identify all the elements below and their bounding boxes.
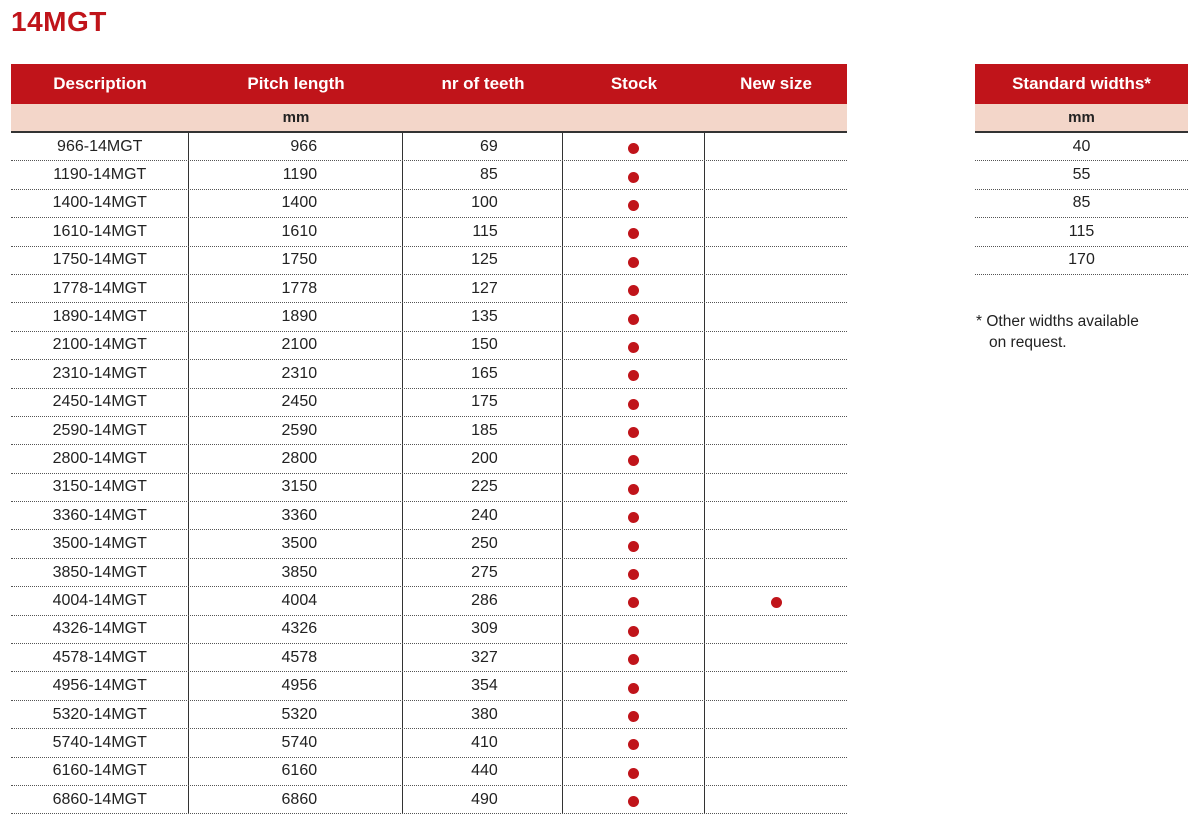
- widths-units-row: [975, 104, 1188, 133]
- cell-new-size: [704, 332, 847, 359]
- stock-dot-icon: [628, 484, 639, 495]
- cell-nr-of-teeth: 100: [402, 190, 562, 217]
- stock-dot-icon: [628, 768, 639, 779]
- cell-pitch-length: 1400: [188, 190, 402, 217]
- cell-description: 4326-14MGT: [52, 620, 147, 638]
- cell-new-size: [704, 275, 847, 302]
- cell-description: 1778-14MGT: [52, 279, 147, 297]
- cell-stock: [562, 587, 705, 614]
- cell-stock: [562, 303, 705, 330]
- cell-description: 966-14MGT: [57, 137, 143, 155]
- cell-description: 4004-14MGT: [52, 591, 147, 609]
- belt-sizes-table: [11, 64, 847, 814]
- cell-nr-of-teeth: 69: [402, 133, 562, 160]
- cell-description: 2450-14MGT: [52, 393, 147, 411]
- stock-dot-icon: [628, 228, 639, 239]
- cell-new-size: [704, 445, 847, 472]
- cell-nr-of-teeth: 490: [402, 786, 562, 813]
- cell-stock: [562, 502, 705, 529]
- cell-new-size: [704, 672, 847, 699]
- cell-pitch-length: 1750: [188, 247, 402, 274]
- stock-dot-icon: [628, 569, 639, 580]
- cell-pitch-length: 1890: [188, 303, 402, 330]
- stock-dot-icon: [628, 455, 639, 466]
- cell-pitch-length: 1610: [188, 218, 402, 245]
- table-row: [11, 190, 847, 218]
- cell-pitch-length: 5320: [188, 701, 402, 728]
- cell-nr-of-teeth: 150: [402, 332, 562, 359]
- table-row: [11, 729, 847, 757]
- stock-dot-icon: [628, 143, 639, 154]
- table-row: [11, 616, 847, 644]
- cell-pitch-length: 3360: [188, 502, 402, 529]
- stock-dot-icon: [628, 541, 639, 552]
- cell-new-size: [704, 161, 847, 188]
- cell-new-size: [704, 133, 847, 160]
- stock-dot-icon: [628, 796, 639, 807]
- cell-pitch-length: 2100: [188, 332, 402, 359]
- stock-dot-icon: [628, 200, 639, 211]
- header-pitch-length: Pitch length: [247, 74, 345, 93]
- widths-row: [975, 247, 1188, 275]
- cell-stock: [562, 644, 705, 671]
- table-row: [11, 133, 847, 161]
- widths-body: [975, 133, 1188, 275]
- widths-row: [975, 161, 1188, 189]
- cell-new-size: [704, 502, 847, 529]
- cell-new-size: [704, 190, 847, 217]
- cell-nr-of-teeth: 275: [402, 559, 562, 586]
- cell-nr-of-teeth: 175: [402, 389, 562, 416]
- table-row: [11, 644, 847, 672]
- cell-nr-of-teeth: 165: [402, 360, 562, 387]
- cell-nr-of-teeth: 380: [402, 701, 562, 728]
- cell-nr-of-teeth: 225: [402, 474, 562, 501]
- cell-nr-of-teeth: 185: [402, 417, 562, 444]
- cell-new-size: [704, 360, 847, 387]
- unit-width: mm: [1068, 109, 1095, 126]
- cell-description: 5320-14MGT: [52, 705, 147, 723]
- cell-stock: [562, 389, 705, 416]
- cell-nr-of-teeth: 327: [402, 644, 562, 671]
- cell-pitch-length: 966: [188, 133, 402, 160]
- cell-stock: [562, 218, 705, 245]
- cell-nr-of-teeth: 286: [402, 587, 562, 614]
- stock-dot-icon: [628, 399, 639, 410]
- cell-width: 55: [1072, 166, 1091, 184]
- unit-pitch-length: mm: [282, 109, 310, 126]
- table-row: [11, 303, 847, 331]
- table-row: [11, 332, 847, 360]
- cell-stock: [562, 672, 705, 699]
- cell-nr-of-teeth: 250: [402, 530, 562, 557]
- cell-stock: [562, 729, 705, 756]
- table-row: [11, 701, 847, 729]
- cell-description: 1610-14MGT: [52, 222, 147, 240]
- cell-pitch-length: 2590: [188, 417, 402, 444]
- cell-new-size: [704, 389, 847, 416]
- stock-dot-icon: [628, 370, 639, 381]
- cell-width: 115: [1068, 222, 1095, 240]
- table-row: [11, 587, 847, 615]
- stock-dot-icon: [628, 739, 639, 750]
- cell-pitch-length: 4956: [188, 672, 402, 699]
- cell-description: 6860-14MGT: [52, 790, 147, 808]
- cell-description: 4956-14MGT: [52, 677, 147, 695]
- cell-nr-of-teeth: 85: [402, 161, 562, 188]
- table-row: [11, 161, 847, 189]
- cell-stock: [562, 474, 705, 501]
- table-row: [11, 417, 847, 445]
- cell-nr-of-teeth: 135: [402, 303, 562, 330]
- cell-new-size: [704, 587, 847, 614]
- cell-description: 1750-14MGT: [52, 251, 147, 269]
- cell-description: 5740-14MGT: [52, 733, 147, 751]
- cell-pitch-length: 2450: [188, 389, 402, 416]
- cell-stock: [562, 360, 705, 387]
- cell-nr-of-teeth: 127: [402, 275, 562, 302]
- cell-pitch-length: 2800: [188, 445, 402, 472]
- cell-nr-of-teeth: 200: [402, 445, 562, 472]
- cell-new-size: [704, 644, 847, 671]
- table-units-row: [11, 104, 847, 133]
- cell-new-size: [704, 729, 847, 756]
- cell-stock: [562, 332, 705, 359]
- table-row: [11, 360, 847, 388]
- table-row: [11, 559, 847, 587]
- table-row: [11, 530, 847, 558]
- footnote-line-2: on request.: [989, 334, 1067, 351]
- cell-new-size: [704, 530, 847, 557]
- stock-dot-icon: [628, 172, 639, 183]
- cell-new-size: [704, 474, 847, 501]
- header-description: Description: [53, 74, 147, 93]
- stock-dot-icon: [628, 626, 639, 637]
- cell-description: 3360-14MGT: [52, 506, 147, 524]
- table-row: [11, 218, 847, 246]
- stock-dot-icon: [628, 711, 639, 722]
- cell-pitch-length: 6860: [188, 786, 402, 813]
- cell-stock: [562, 161, 705, 188]
- cell-new-size: [704, 559, 847, 586]
- cell-new-size: [704, 417, 847, 444]
- cell-description: 4578-14MGT: [52, 648, 147, 666]
- stock-dot-icon: [628, 257, 639, 268]
- cell-stock: [562, 616, 705, 643]
- cell-pitch-length: 4578: [188, 644, 402, 671]
- stock-dot-icon: [628, 342, 639, 353]
- table-row: [11, 445, 847, 473]
- standard-widths-table: [975, 64, 1188, 275]
- cell-description: 3500-14MGT: [52, 535, 147, 553]
- cell-description: 1890-14MGT: [52, 308, 147, 326]
- cell-new-size: [704, 247, 847, 274]
- cell-stock: [562, 133, 705, 160]
- cell-stock: [562, 559, 705, 586]
- widths-row: [975, 218, 1188, 246]
- cell-new-size: [704, 701, 847, 728]
- stock-dot-icon: [628, 314, 639, 325]
- cell-nr-of-teeth: 240: [402, 502, 562, 529]
- header-standard-widths: Standard widths*: [1012, 74, 1151, 93]
- cell-width: 85: [1072, 194, 1091, 212]
- table-row: [11, 502, 847, 530]
- table-header: [11, 64, 847, 104]
- page-title: 14MGT: [11, 6, 107, 37]
- cell-new-size: [704, 616, 847, 643]
- cell-stock: [562, 190, 705, 217]
- cell-nr-of-teeth: 125: [402, 247, 562, 274]
- cell-description: 3150-14MGT: [52, 478, 147, 496]
- widths-row: [975, 133, 1188, 161]
- footnote-line-1: * Other widths available: [976, 313, 1139, 330]
- stock-dot-icon: [628, 654, 639, 665]
- cell-pitch-length: 4326: [188, 616, 402, 643]
- stock-dot-icon: [628, 597, 639, 608]
- cell-nr-of-teeth: 309: [402, 616, 562, 643]
- table-row: [11, 275, 847, 303]
- cell-nr-of-teeth: 440: [402, 758, 562, 785]
- cell-description: 6160-14MGT: [52, 762, 147, 780]
- cell-pitch-length: 1190: [188, 161, 402, 188]
- cell-pitch-length: 4004: [188, 587, 402, 614]
- cell-description: 1400-14MGT: [52, 194, 147, 212]
- cell-stock: [562, 786, 705, 813]
- cell-nr-of-teeth: 354: [402, 672, 562, 699]
- cell-nr-of-teeth: 410: [402, 729, 562, 756]
- cell-new-size: [704, 218, 847, 245]
- cell-width: 40: [1072, 137, 1091, 155]
- table-row: [11, 389, 847, 417]
- cell-stock: [562, 445, 705, 472]
- cell-stock: [562, 275, 705, 302]
- table-row: [11, 672, 847, 700]
- cell-stock: [562, 417, 705, 444]
- cell-description: 2310-14MGT: [52, 364, 147, 382]
- cell-stock: [562, 530, 705, 557]
- cell-stock: [562, 758, 705, 785]
- cell-pitch-length: 3500: [188, 530, 402, 557]
- cell-description: 3850-14MGT: [52, 563, 147, 581]
- cell-pitch-length: 3150: [188, 474, 402, 501]
- header-nr-of-teeth: nr of teeth: [441, 74, 525, 93]
- header-stock: Stock: [610, 74, 658, 93]
- widths-header: [975, 64, 1188, 104]
- cell-pitch-length: 5740: [188, 729, 402, 756]
- header-new-size: New size: [740, 74, 812, 93]
- table-row: [11, 786, 847, 814]
- stock-dot-icon: [628, 512, 639, 523]
- cell-pitch-length: 2310: [188, 360, 402, 387]
- table-body: [11, 133, 847, 814]
- table-row: [11, 474, 847, 502]
- cell-new-size: [704, 303, 847, 330]
- table-row: [11, 758, 847, 786]
- cell-stock: [562, 247, 705, 274]
- cell-description: 2100-14MGT: [52, 336, 147, 354]
- stock-dot-icon: [628, 285, 639, 296]
- cell-nr-of-teeth: 115: [402, 218, 562, 245]
- cell-description: 2590-14MGT: [52, 421, 147, 439]
- cell-stock: [562, 701, 705, 728]
- cell-new-size: [704, 758, 847, 785]
- stock-dot-icon: [628, 427, 639, 438]
- cell-new-size: [704, 786, 847, 813]
- widths-row: [975, 190, 1188, 218]
- stock-dot-icon: [628, 683, 639, 694]
- cell-pitch-length: 3850: [188, 559, 402, 586]
- table-row: [11, 247, 847, 275]
- cell-width: 170: [1068, 251, 1095, 269]
- footnote: [976, 311, 1186, 353]
- cell-description: 2800-14MGT: [52, 449, 147, 467]
- cell-pitch-length: 1778: [188, 275, 402, 302]
- new-size-dot-icon: [771, 597, 782, 608]
- cell-description: 1190-14MGT: [53, 166, 147, 184]
- cell-pitch-length: 6160: [188, 758, 402, 785]
